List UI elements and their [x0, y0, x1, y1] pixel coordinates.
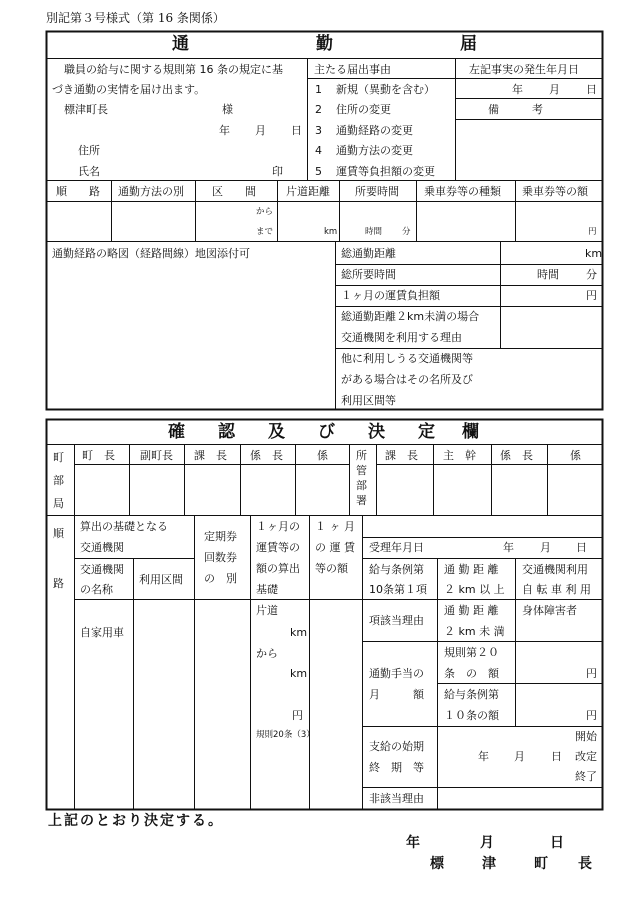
col-section: 区 間	[212, 185, 256, 198]
occurrence-heading: 左記事実の発生年月日	[469, 63, 579, 76]
title-char-3: 届	[460, 34, 477, 54]
received-date-label: 受理年月日	[369, 541, 424, 554]
calc-line1: １ヶ月の	[256, 520, 300, 533]
pass-line3: の 別	[204, 572, 237, 585]
reason-text-1: 新規（異動を含む）	[336, 83, 435, 96]
occurrence-year: 年	[512, 83, 523, 96]
dept-staff: 係	[570, 449, 581, 462]
period-day: 日	[551, 750, 562, 763]
approver-section-chief: 課 長	[194, 449, 227, 462]
basis-line2: 交通機関	[80, 541, 124, 554]
approver-unit-chief: 係 長	[250, 449, 283, 462]
col-ticket-amount: 乗車券等の額	[522, 185, 588, 198]
map-label: 通勤経路の略図（経路間線）地図添付可	[52, 247, 250, 260]
article10-line2: 10条第１項	[369, 583, 427, 596]
dept-char-3: 部	[356, 479, 367, 492]
confirm-title-char-1: 確	[168, 422, 185, 442]
rule20-yen-unit: 円	[586, 667, 597, 680]
received-year: 年	[503, 541, 514, 554]
footer-day: 日	[550, 835, 564, 851]
decl-month: 月	[255, 124, 266, 137]
reason-text-4: 通勤方法の変更	[336, 144, 413, 157]
calc-line3: 額の算出	[256, 562, 300, 575]
time-hours-unit: 時間	[365, 227, 383, 237]
reason-num-3: 3	[315, 124, 322, 137]
under2km-line2: ２ km 未 満	[444, 625, 505, 638]
oneway-km-unit-2: km	[290, 667, 308, 680]
col-method: 通勤方法の別	[118, 185, 184, 198]
total-time-hours: 時間	[537, 268, 559, 281]
received-month: 月	[540, 541, 551, 554]
oneway-yen-unit: 円	[292, 709, 303, 722]
calc-line4: 基礎	[256, 583, 278, 596]
col-distance: 片道距離	[286, 185, 330, 198]
confirm-title-char-5: 決	[368, 422, 385, 442]
rule-reference: 規則20条（3）	[256, 730, 315, 740]
confirm-title-char-4: び	[318, 422, 335, 442]
article10-yen-unit: 円	[586, 709, 597, 722]
dept-char-4: 署	[356, 494, 367, 507]
route-char-1: 順	[53, 527, 64, 540]
occurrence-month: 月	[549, 83, 560, 96]
reason-num-4: 4	[315, 144, 322, 157]
vehicle-name-line2: の名称	[80, 583, 113, 596]
confirm-title-char-2: 認	[218, 422, 235, 442]
route-char-2: 路	[53, 577, 64, 590]
bike-line1: 交通機関利用	[522, 563, 588, 576]
total-distance-label: 総通勤距離	[341, 247, 396, 260]
col-ticket-type: 乗車券等の種類	[424, 185, 501, 198]
bike-line2: 自 転 車 利 用	[522, 583, 591, 596]
monthly-fare-label: １ヶ月の運賃負担額	[341, 289, 440, 302]
approver-mayor: 町 長	[82, 449, 115, 462]
article10-amount-line2: １０条の額	[444, 709, 499, 722]
over2km-line2: ２ km 以 上	[444, 583, 505, 596]
total-distance-unit: km	[585, 247, 603, 260]
own-car-label: 自家用車	[80, 626, 124, 639]
period-end: 終了	[575, 770, 597, 783]
period-revision: 改定	[575, 750, 597, 763]
approver-deputy-mayor: 副町長	[140, 449, 173, 462]
other-transit-line1: 他に利用しうる交通機関等	[341, 352, 473, 365]
address-label: 住所	[78, 144, 100, 157]
rule20-line2: 条 の 額	[444, 667, 499, 680]
calc-line2: 運賃等の	[256, 541, 300, 554]
allowance-line2: 月 額	[369, 688, 424, 701]
rule20-line1: 規則第２０	[444, 646, 499, 659]
reason-num-1: 1	[315, 83, 322, 96]
other-transit-line2: がある場合はその名所及び	[341, 373, 473, 386]
footer-mayor-char-4: 長	[578, 856, 592, 872]
basis-line1: 算出の基礎となる	[80, 520, 168, 533]
reasons-heading: 主たる届出事由	[314, 63, 391, 76]
allowance-line1: 通勤手当の	[369, 667, 424, 680]
col-route: 順 路	[56, 185, 100, 198]
period-line2: 終 期 等	[369, 761, 424, 774]
period-month: 月	[514, 750, 525, 763]
other-transit-line3: 利用区間等	[341, 394, 396, 407]
footer-year: 年	[406, 835, 420, 851]
footer-mayor-char-3: 町	[534, 856, 548, 872]
footer-mayor-char-2: 津	[482, 856, 496, 872]
approver-staff: 係	[317, 449, 328, 462]
remarks-label: 備 考	[488, 103, 543, 116]
reason-text-5: 運賃等負担額の変更	[336, 165, 435, 178]
dept-char-1: 所	[356, 449, 367, 462]
over2km-line1: 通 勤 距 離	[444, 563, 499, 576]
distance-unit: km	[324, 227, 338, 237]
decision-statement: 上記のとおり決定する。	[48, 813, 224, 829]
seal-mark: 印	[272, 165, 283, 178]
period-year: 年	[478, 750, 489, 763]
section-to: まで	[256, 227, 274, 237]
use-section-label: 利用区間	[139, 573, 183, 586]
reason-text-3: 通勤経路の変更	[336, 124, 413, 137]
pass-line2: 回数券	[204, 551, 237, 564]
short-distance-line2: 交通機関を利用する理由	[341, 331, 462, 344]
time-minutes-unit: 分	[402, 227, 411, 237]
total-time-minutes: 分	[586, 268, 597, 281]
received-day: 日	[576, 541, 587, 554]
dept-unit-chief: 係 長	[500, 449, 533, 462]
declaration-line1: 職員の給与に関する規則第 16 条の規定に基	[64, 63, 283, 76]
name-label: 氏名	[78, 165, 100, 178]
form-label: 別記第３号様式（第 16 条関係）	[46, 11, 225, 25]
footer-month: 月	[480, 835, 494, 851]
town-office-char-1: 町	[53, 451, 64, 464]
title-char-2: 勤	[316, 34, 333, 54]
reason-num-5: 5	[315, 165, 322, 178]
declaration-line2: づき通勤の実情を届け出ます。	[52, 83, 206, 96]
monthly-fare-unit: 円	[586, 289, 597, 302]
article10-line1: 給与条例第	[369, 563, 424, 576]
dept-char-2: 管	[356, 464, 367, 477]
reason-num-2: 2	[315, 103, 322, 116]
period-start: 開始	[575, 730, 597, 743]
footer-mayor-char-1: 標	[430, 856, 444, 872]
pass-line1: 定期券	[204, 530, 237, 543]
confirm-title-char-6: 定	[418, 422, 435, 442]
town-office-char-3: 局	[53, 497, 64, 510]
col-time: 所要時間	[355, 185, 399, 198]
dept-section-chief: 課 長	[385, 449, 418, 462]
reason-text-2: 住所の変更	[336, 103, 391, 116]
mayor-addressee: 標津町長	[64, 103, 108, 116]
applicable-reason-label: 項該当理由	[369, 614, 424, 627]
section-from: から	[256, 207, 274, 217]
title-char-1: 通	[172, 34, 189, 54]
vehicle-name-line1: 交通機関	[80, 563, 124, 576]
article10-amount-line1: 給与条例第	[444, 688, 499, 701]
sama-honorific: 様	[222, 103, 233, 116]
monthly-line1: １ ヶ 月	[315, 520, 355, 533]
not-applicable-label: 非該当理由	[369, 792, 424, 805]
monthly-line2: の 運 賃	[315, 541, 355, 554]
decl-year: 年	[219, 124, 230, 137]
oneway-label: 片道	[256, 604, 278, 617]
monthly-line3: 等の額	[315, 562, 348, 575]
town-office-char-2: 部	[53, 474, 64, 487]
oneway-from: から	[256, 647, 278, 660]
under2km-line1: 通 勤 距 離	[444, 604, 499, 617]
decl-day: 日	[291, 124, 302, 137]
dept-senior-officer: 主 幹	[443, 449, 476, 462]
amount-yen-unit: 円	[588, 227, 597, 237]
occurrence-day: 日	[586, 83, 597, 96]
total-time-label: 総所要時間	[341, 268, 396, 281]
confirm-title-char-3: 及	[268, 422, 285, 442]
oneway-km-unit: km	[290, 626, 308, 639]
confirm-title-char-7: 欄	[462, 422, 479, 442]
short-distance-line1: 総通勤距離２km未満の場合	[341, 310, 480, 323]
disabled-label: 身体障害者	[522, 604, 577, 617]
period-line1: 支給の始期	[369, 740, 424, 753]
